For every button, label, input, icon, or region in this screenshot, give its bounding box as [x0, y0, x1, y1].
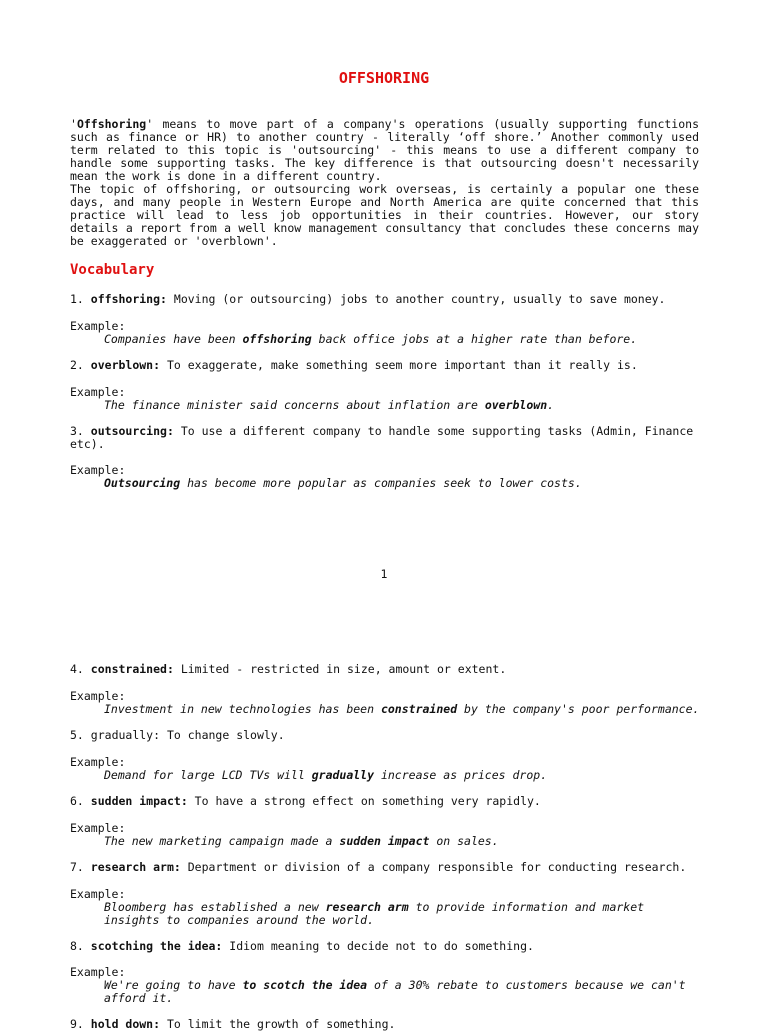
intro-term: Offshoring: [76, 117, 147, 131]
example-text-pre: We're going to have: [104, 978, 243, 992]
item-number: 4.: [70, 662, 84, 676]
term-colon: :: [153, 358, 161, 372]
definition-text: To have a strong effect on something very rapidly.: [187, 794, 541, 808]
vocab-item-6: [70, 795, 700, 808]
vocab-item-1: [70, 293, 700, 306]
term-colon: :: [160, 292, 167, 306]
example-sentence: [104, 901, 700, 927]
example-term: Outsourcing: [104, 476, 181, 490]
term-colon: :: [173, 860, 181, 874]
vocab-definition: [70, 729, 700, 742]
intro-paragraph-1-text: ' means to move part of a company's operations (usually supporting functions such as finance or HR) to another country - literally ‘off shore.’ Another commonly used term related to this topic is 'outsourcing' - this means to use a different company to handle some supporting tasks. The key difference is that outsourcing doesn't necessarily mean the work is done in a different country.: [70, 117, 699, 183]
vocab-item-2: [70, 359, 700, 372]
definition-text: Idiom meaning to decide not to do something.: [222, 939, 534, 953]
example-sentence: [104, 333, 700, 346]
definition-text: Department or division of a company responsible for conducting research.: [180, 860, 687, 874]
vocab-item-5: [70, 729, 700, 742]
example-text-post: by the company's poor performance.: [457, 702, 700, 716]
example-text-post: on sales.: [429, 834, 499, 848]
vocab-example-2: [70, 386, 700, 412]
example-sentence: [104, 399, 700, 412]
vocab-term: offshoring: [90, 292, 161, 306]
example-label: Example:: [70, 821, 126, 835]
vocab-example-4: [70, 690, 700, 716]
example-label: Example:: [70, 689, 126, 703]
vocab-example-6: [70, 822, 700, 848]
page-title: OFFSHORING: [338, 69, 430, 87]
example-text-pre: Companies have been: [104, 332, 243, 346]
term-colon: :: [166, 424, 174, 438]
vocab-definition: [70, 663, 700, 676]
example-sentence: [104, 979, 700, 1005]
example-text-post: of a 30% rebate to customers because we can't afford it.: [104, 978, 686, 1005]
vocab-example-7: [70, 888, 700, 927]
page-number: 1: [380, 567, 388, 581]
vocab-term: sudden impact: [90, 794, 181, 808]
example-term: to scotch the idea: [242, 978, 368, 992]
vocab-definition: [70, 940, 700, 953]
item-number: 8.: [70, 939, 84, 953]
example-text-pre: The finance minister said concerns about inflation are: [104, 398, 485, 412]
term-colon: :: [153, 1017, 161, 1031]
term-colon: :: [215, 939, 223, 953]
definition-text: Moving (or outsourcing) jobs to another country, usually to save money.: [166, 292, 666, 306]
quote-mark: ': [70, 117, 77, 131]
example-text-post: to provide information and market insights to companies around the world.: [104, 900, 645, 927]
vocab-definition: [70, 1018, 700, 1031]
example-text-pre: Investment in new technologies has been: [104, 702, 381, 716]
example-label: Example:: [70, 755, 126, 769]
example-term: sudden impact: [339, 834, 430, 848]
definition-text: To limit the growth of something.: [160, 1017, 396, 1031]
definition-text: To exaggerate, make something seem more important than it really is.: [160, 358, 638, 372]
vocab-example-8: [70, 966, 700, 1005]
item-number: 5.: [70, 728, 84, 742]
example-term: research arm: [325, 900, 409, 914]
intro-paragraph-2: The topic of offshoring, or outsourcing work overseas, is certainly a popular one these days, and many people in Western Europe and North America are quite concerned that this practice will lead to less job opportunities in their countries. However, our story details a report from a well know management consultancy that concludes these concerns may be exaggerated or 'overblown'.: [70, 182, 699, 248]
vocab-term: research arm: [90, 860, 174, 874]
vocab-definition: [70, 293, 700, 306]
example-sentence: [104, 477, 700, 490]
example-term: gradually: [311, 768, 375, 782]
vocab-item-3: [70, 425, 700, 451]
example-sentence: [104, 769, 700, 782]
definition-text: gradually: To change slowly.: [90, 728, 285, 742]
item-number: 3.: [70, 424, 84, 438]
vocab-term: hold down: [90, 1017, 154, 1031]
example-label: Example:: [70, 463, 126, 477]
example-text-post: has become more popular as companies seek to lower costs.: [180, 476, 582, 490]
vocabulary-heading: Vocabulary: [70, 262, 155, 278]
example-text-post: .: [547, 398, 555, 412]
example-term: overblown: [484, 398, 548, 412]
vocab-example-3: [70, 464, 700, 490]
example-term: constrained: [380, 702, 458, 716]
vocab-definition: [70, 359, 700, 372]
example-text-post: increase as prices drop.: [374, 768, 548, 782]
vocab-item-7: [70, 861, 700, 874]
vocab-definition: [70, 795, 700, 808]
term-colon: :: [180, 794, 188, 808]
example-label: Example:: [70, 965, 126, 979]
example-text-pre: Bloomberg has established a new: [104, 900, 326, 914]
vocab-item-4: [70, 663, 700, 676]
vocab-item-9: [70, 1018, 700, 1031]
example-label: Example:: [70, 385, 126, 399]
item-number: 1.: [70, 292, 84, 306]
definition-text: To use a different company to handle some supporting tasks (Admin, Finance etc).: [70, 424, 694, 451]
vocab-example-5: [70, 756, 700, 782]
intro-paragraph-1: [70, 118, 699, 183]
vocab-term: outsourcing: [90, 424, 167, 438]
item-number: 7.: [70, 860, 84, 874]
item-number: 2.: [70, 358, 84, 372]
example-term: offshoring: [242, 332, 312, 346]
example-label: Example:: [70, 887, 126, 901]
definition-text: Limited - restricted in size, amount or extent.: [173, 662, 507, 676]
vocab-example-1: [70, 320, 700, 346]
example-label: Example:: [70, 319, 126, 333]
vocab-term: overblown: [90, 358, 154, 372]
example-text-pre: Demand for large LCD TVs will: [104, 768, 312, 782]
vocab-item-8: [70, 940, 700, 953]
example-text-pre: The new marketing campaign made a: [104, 834, 340, 848]
intro-text: [70, 118, 699, 248]
item-number: 9.: [70, 1017, 84, 1031]
example-sentence: [104, 835, 700, 848]
vocab-definition: [70, 425, 700, 451]
term-colon: :: [166, 662, 174, 676]
vocab-definition: [70, 861, 700, 874]
example-text-post: back office jobs at a higher rate than before.: [311, 332, 638, 346]
item-number: 6.: [70, 794, 84, 808]
vocab-term: constrained: [90, 662, 167, 676]
vocab-term: scotching the idea: [90, 939, 216, 953]
example-sentence: [104, 703, 700, 716]
